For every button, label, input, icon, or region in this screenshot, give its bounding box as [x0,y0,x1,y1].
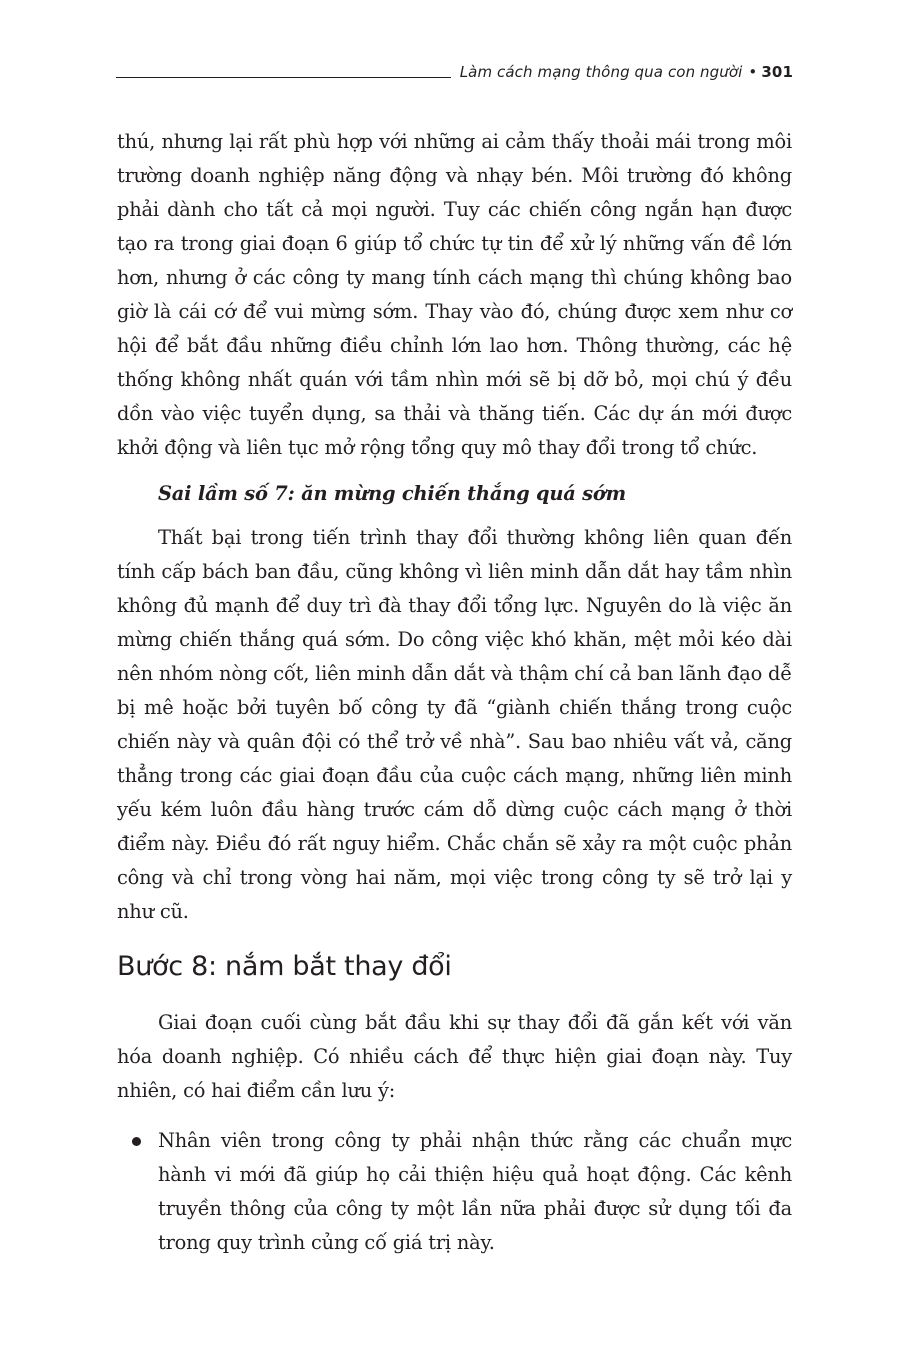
chapter-title: Làm cách mạng thông qua con người [459,63,743,81]
bullet-item [117,1124,792,1260]
bullet-dot-icon [132,1137,141,1146]
mistake-subheading: Sai lầm số 7: ăn mừng chiến thắng quá sớm [158,482,626,505]
mistake-paragraph: Thất bại trong tiến trình thay đổi thường không liên quan đến tính cấp bách ban đầu, cũng không vì liên minh dẫn dắt hay tầm nhìn không đủ mạnh để duy trì đà thay đổi tổng lực. Nguyên do là việc ăn mừng chiến thắng quá sớm. Do công việc khó khăn, mệt mỏi kéo dài nên nhóm nòng cốt, liên minh dẫn dắt và thậm chí cả ban lãnh đạo dễ bị mê hoặc bởi tuyên bố công ty đã “giành chiến thắng trong cuộc chiến này và quân đội có thể trở về nhà”. Sau bao nhiêu vất vả, căng thẳng trong các giai đoạn đầu của cuộc cách mạng, những liên minh yếu kém luôn đầu hàng trước cám dỗ dừng cuộc cách mạng ở thời điểm này. Điều đó rất nguy hiểm. Chắc chắn sẽ xảy ra một cuộc phản công và chỉ trong vòng hai năm, mọi việc trong công ty sẽ trở lại y như cũ. [117,526,792,923]
header-rule [116,77,451,78]
running-header [0,60,910,90]
bullet-text: Nhân viên trong công ty phải nhận thức rằng các chuẩn mực hành vi mới đã giúp họ cải thiện hiệu quả hoạt động. Các kênh truyền thông của công ty một lần nữa phải được sử dụng tối đa trong quy trình củng cố giá trị này. [158,1129,792,1254]
header-separator: • [748,63,758,81]
bullet-list [117,1124,792,1260]
continued-paragraph: thú, nhưng lại rất phù hợp với những ai cảm thấy thoải mái trong môi trường doanh nghiệp năng động và nhạy bén. Môi trường đó không phải dành cho tất cả mọi người. Tuy các chiến công ngắn hạn được tạo ra trong giai đoạn 6 giúp tổ chức tự tin để xử lý những vấn đề lớn hơn, nhưng ở các công ty mang tính cách mạng thì chúng không bao giờ là cái cớ để vui mừng sớm. Thay vào đó, chúng được xem như cơ hội để bắt đầu những điều chỉnh lớn lao hơn. Thông thường, các hệ thống không nhất quán với tầm nhìn mới sẽ bị dỡ bỏ, mọi chú ý đều dồn vào việc tuyển dụng, sa thải và thăng tiến. Các dự án mới được khởi động và liên tục mở rộng tổng quy mô thay đổi trong tổ chức. [117,130,792,459]
page-body [117,125,792,1260]
running-title [460,63,793,81]
intro-paragraph: Giai đoạn cuối cùng bắt đầu khi sự thay đổi đã gắn kết với văn hóa doanh nghiệp. Có nhiều cách để thực hiện giai đoạn này. Tuy nhiên, có hai điểm cần lưu ý: [117,1011,792,1102]
section-heading: Bước 8: nắm bắt thay đổi [117,951,452,982]
page-number: 301 [761,63,793,81]
